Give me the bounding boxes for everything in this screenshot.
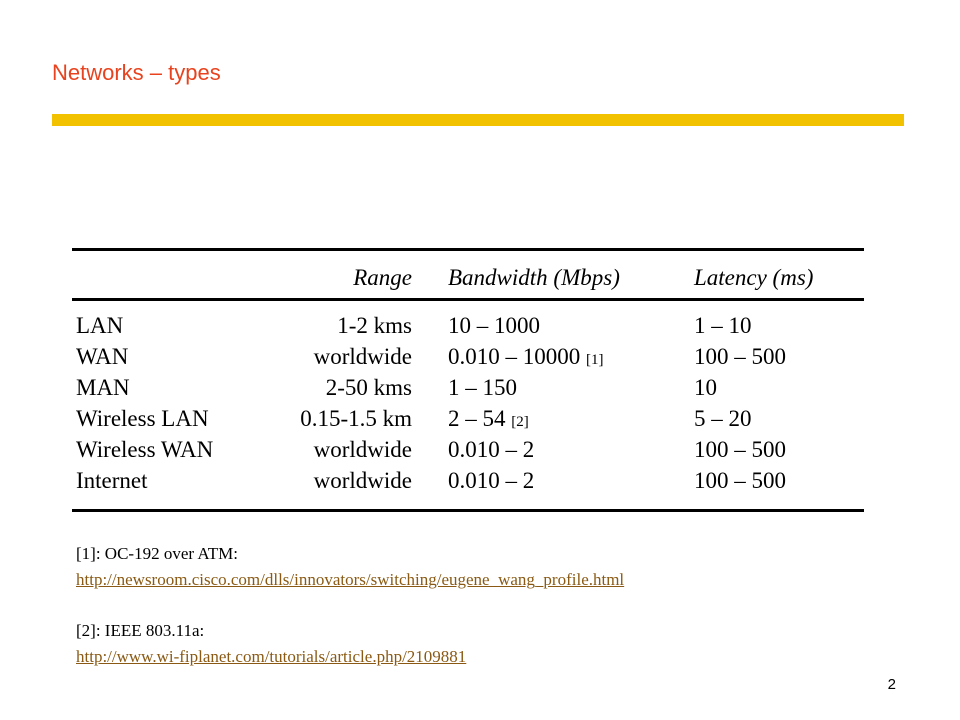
row-name: MAN xyxy=(76,375,130,400)
row-bandwidth-value: 10 – 1000 xyxy=(448,313,540,338)
row-latency: 1 – 10 xyxy=(694,313,752,338)
footnote-ref: [1] xyxy=(586,352,604,368)
row-range: 2-50 kms xyxy=(325,375,412,400)
row-range: 1-2 kms xyxy=(337,313,412,338)
row-latency: 100 – 500 xyxy=(694,344,786,369)
network-types-table xyxy=(72,248,864,512)
header-bandwidth: Bandwidth (Mbps) xyxy=(448,265,620,290)
row-bandwidth-value: 0.010 – 10000 xyxy=(448,344,581,369)
header-latency: Latency (ms) xyxy=(694,265,814,290)
footnote-2 xyxy=(76,618,466,670)
footnote-2-label: [2]: IEEE 803.11a: xyxy=(76,621,205,640)
row-latency: 100 – 500 xyxy=(694,437,786,462)
header-range: Range xyxy=(353,265,412,290)
row-bandwidth-value: 2 – 54 xyxy=(448,406,506,431)
row-latency: 5 – 20 xyxy=(694,406,752,431)
row-name: WAN xyxy=(76,344,129,369)
page-number: 2 xyxy=(887,676,896,693)
row-name: Internet xyxy=(76,468,148,493)
footnote-2-link[interactable]: http://www.wi-fiplanet.com/tutorials/article.php/2109881 xyxy=(76,647,467,666)
row-name: Wireless WAN xyxy=(76,437,214,462)
footnote-1-link[interactable]: http://newsroom.cisco.com/dlls/innovators/switching/eugene_wang_profile.html xyxy=(76,570,625,589)
footnote-1 xyxy=(76,541,624,593)
title-accent-bar xyxy=(52,114,904,126)
row-range: worldwide xyxy=(313,437,412,462)
row-name: LAN xyxy=(76,313,124,338)
row-latency: 10 xyxy=(694,375,717,400)
slide-title: Networks – types xyxy=(52,60,221,85)
row-bandwidth-value: 0.010 – 2 xyxy=(448,437,535,462)
row-bandwidth xyxy=(448,344,604,373)
row-bandwidth-value: 1 – 150 xyxy=(448,375,517,400)
row-name: Wireless LAN xyxy=(76,406,209,431)
row-range: 0.15-1.5 km xyxy=(300,406,412,431)
row-range: worldwide xyxy=(313,468,412,493)
row-bandwidth-value: 0.010 – 2 xyxy=(448,468,535,493)
row-bandwidth xyxy=(448,468,534,494)
row-bandwidth xyxy=(448,313,540,339)
row-bandwidth xyxy=(448,437,534,463)
row-bandwidth xyxy=(448,406,529,435)
row-latency: 100 – 500 xyxy=(694,468,786,493)
row-range: worldwide xyxy=(313,344,412,369)
footnote-ref: [2] xyxy=(511,414,529,430)
header-divider xyxy=(72,298,864,301)
footnote-1-label: [1]: OC-192 over ATM: xyxy=(76,544,238,563)
row-bandwidth xyxy=(448,375,517,401)
